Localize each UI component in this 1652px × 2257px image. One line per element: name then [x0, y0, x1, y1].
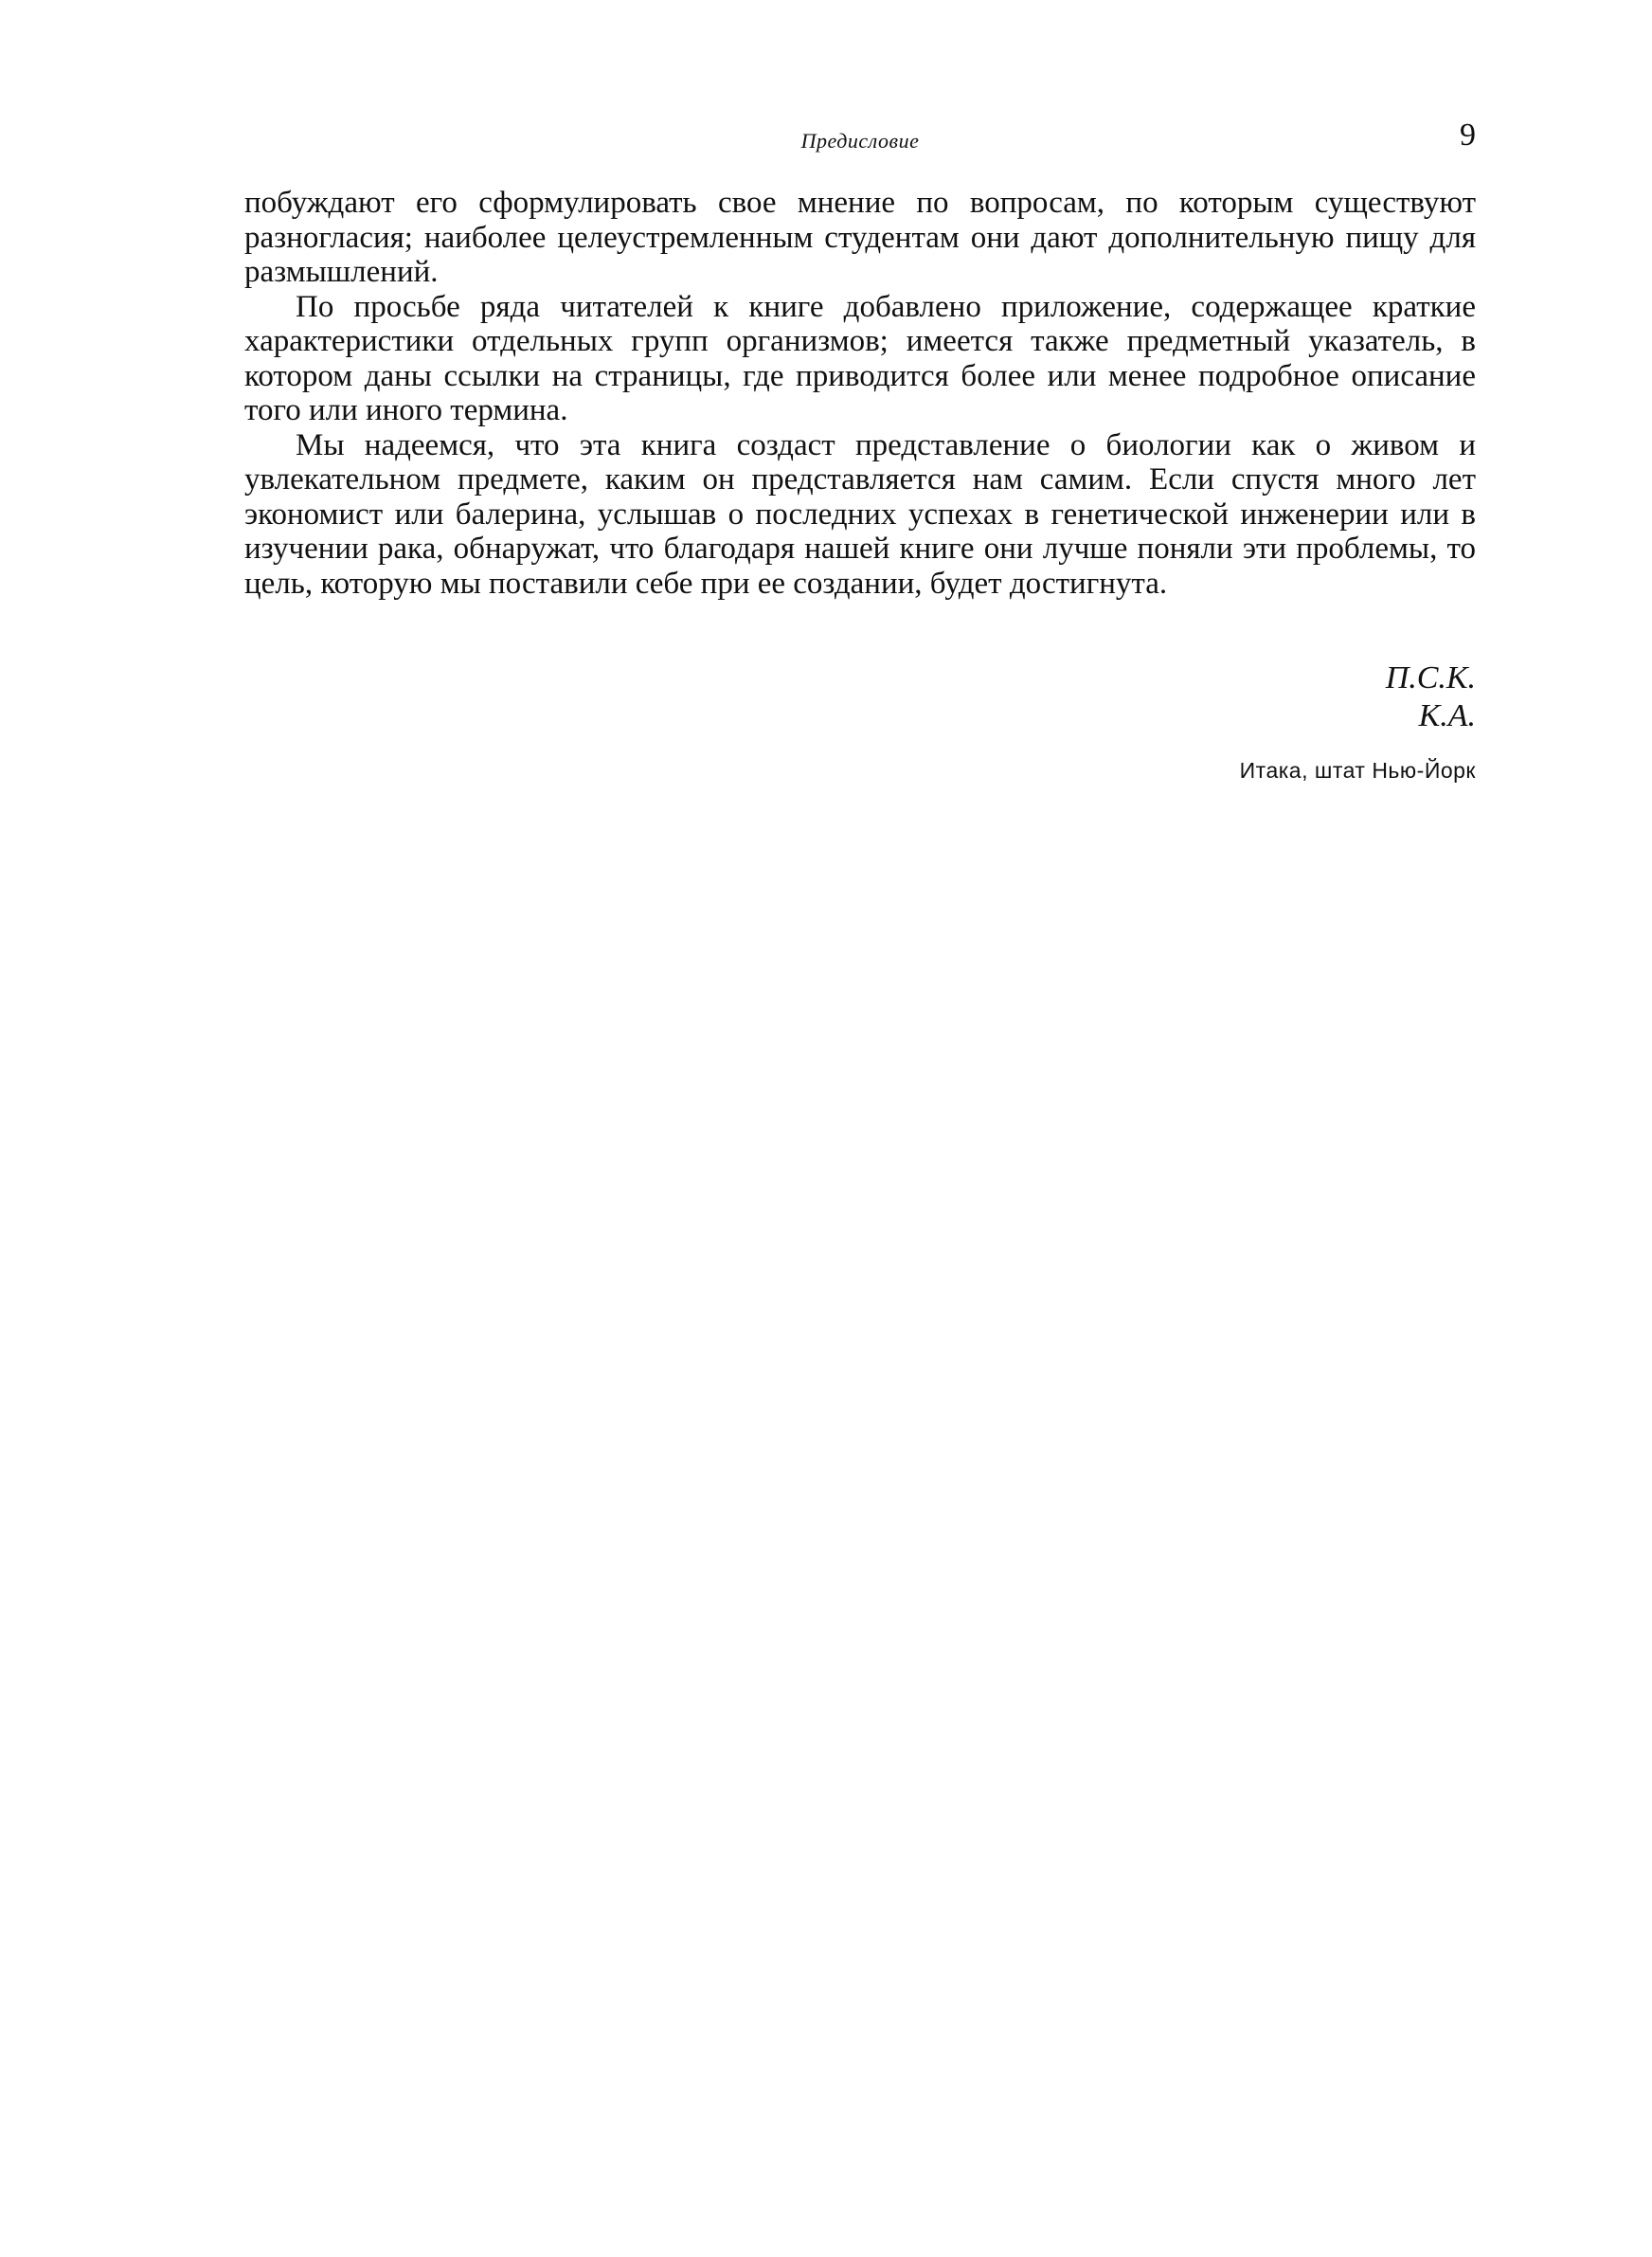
paragraph-appendix: По просьбе ряда читателей к книге добавлено приложение, содержащее краткие характеристики отдельных групп организмов; имеется также предметный указатель, в котором даны ссылки на страницы, где приводится более или менее подробное описание того или иного термина. [244, 289, 1476, 427]
paragraph-hope: Мы надеемся, что эта книга создаст представление о биологии как о живом и увлекательном предмете, каким он представляется нам самим. Если спустя много лет экономист или балерина, услышав о последних успехах в генетической инженерии или в изучении рака, обнаружат, что благодаря нашей книге они лучше поняли эти проблемы, то цель, которую мы поставили себе при ее создании, будет достигнута. [244, 427, 1476, 601]
body-text [244, 186, 1476, 601]
running-title: Предисловие [800, 129, 920, 153]
paragraph-continuation: побуждают его сформулировать свое мнение по вопросам, по которым существуют разногласия; наиболее целеустремленным студентам они дают дополнительную пищу для размышлений. [244, 186, 1476, 289]
author-initials-1: П.С.К. [1385, 660, 1476, 695]
page-number: 9 [1460, 117, 1476, 153]
author-signature [1386, 659, 1476, 735]
page-header [244, 117, 1476, 174]
place-line: Итака, штат Нью-Йорк [1239, 758, 1476, 783]
author-initials-2: К.А. [1418, 698, 1476, 733]
